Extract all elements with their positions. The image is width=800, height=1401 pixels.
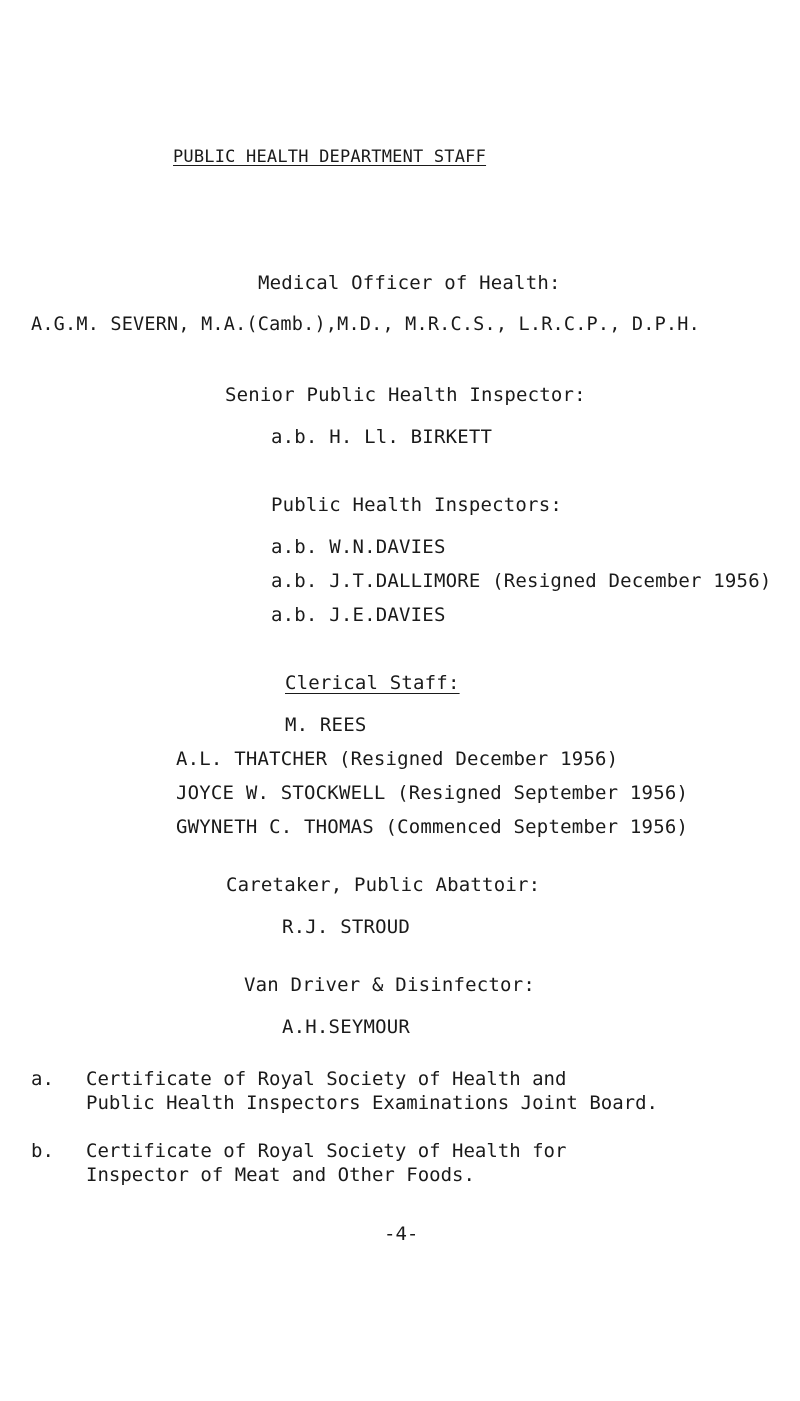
clerical-entry: JOYCE W. STOCKWELL (Resigned September 1956) — [176, 782, 689, 804]
page-title: PUBLIC HEALTH DEPARTMENT STAFF — [173, 147, 487, 167]
phi-heading: Public Health Inspectors: — [271, 494, 562, 516]
clerical-entry: GWYNETH C. THOMAS (Commenced September 1956) — [176, 816, 689, 838]
note-label: b. — [31, 1140, 54, 1162]
senior-phi-entry: a.b. H. Ll. BIRKETT — [271, 426, 493, 448]
note-text: Certificate of Royal Society of Health and — [86, 1068, 567, 1090]
note-text: Certificate of Royal Society of Health for — [86, 1140, 567, 1162]
phi-entry: a.b. J.E.DAVIES — [271, 604, 446, 626]
moh-entry: A.G.M. SEVERN, M.A.(Camb.),M.D., M.R.C.S., L.R.C.P., D.P.H. — [31, 314, 700, 335]
clerical-entry: M. REES — [285, 714, 367, 736]
van-driver-heading: Van Driver & Disinfector: — [244, 974, 535, 996]
note-label: a. — [31, 1068, 54, 1090]
moh-heading: Medical Officer of Health: — [258, 272, 561, 294]
van-driver-entry: A.H.SEYMOUR — [282, 1016, 411, 1038]
senior-phi-heading: Senior Public Health Inspector: — [225, 384, 586, 406]
clerical-heading: Clerical Staff: — [285, 672, 460, 694]
caretaker-entry: R.J. STROUD — [282, 916, 411, 938]
page-number: -4- — [384, 1223, 419, 1245]
phi-entry: a.b. J.T.DALLIMORE (Resigned December 1956) — [271, 570, 772, 592]
caretaker-heading: Caretaker, Public Abattoir: — [226, 874, 541, 896]
note-text: Public Health Inspectors Examinations Joint Board. — [86, 1092, 658, 1114]
clerical-entry: A.L. THATCHER (Resigned December 1956) — [176, 748, 619, 770]
note-text: Inspector of Meat and Other Foods. — [86, 1164, 475, 1186]
phi-entry: a.b. W.N.DAVIES — [271, 536, 446, 558]
